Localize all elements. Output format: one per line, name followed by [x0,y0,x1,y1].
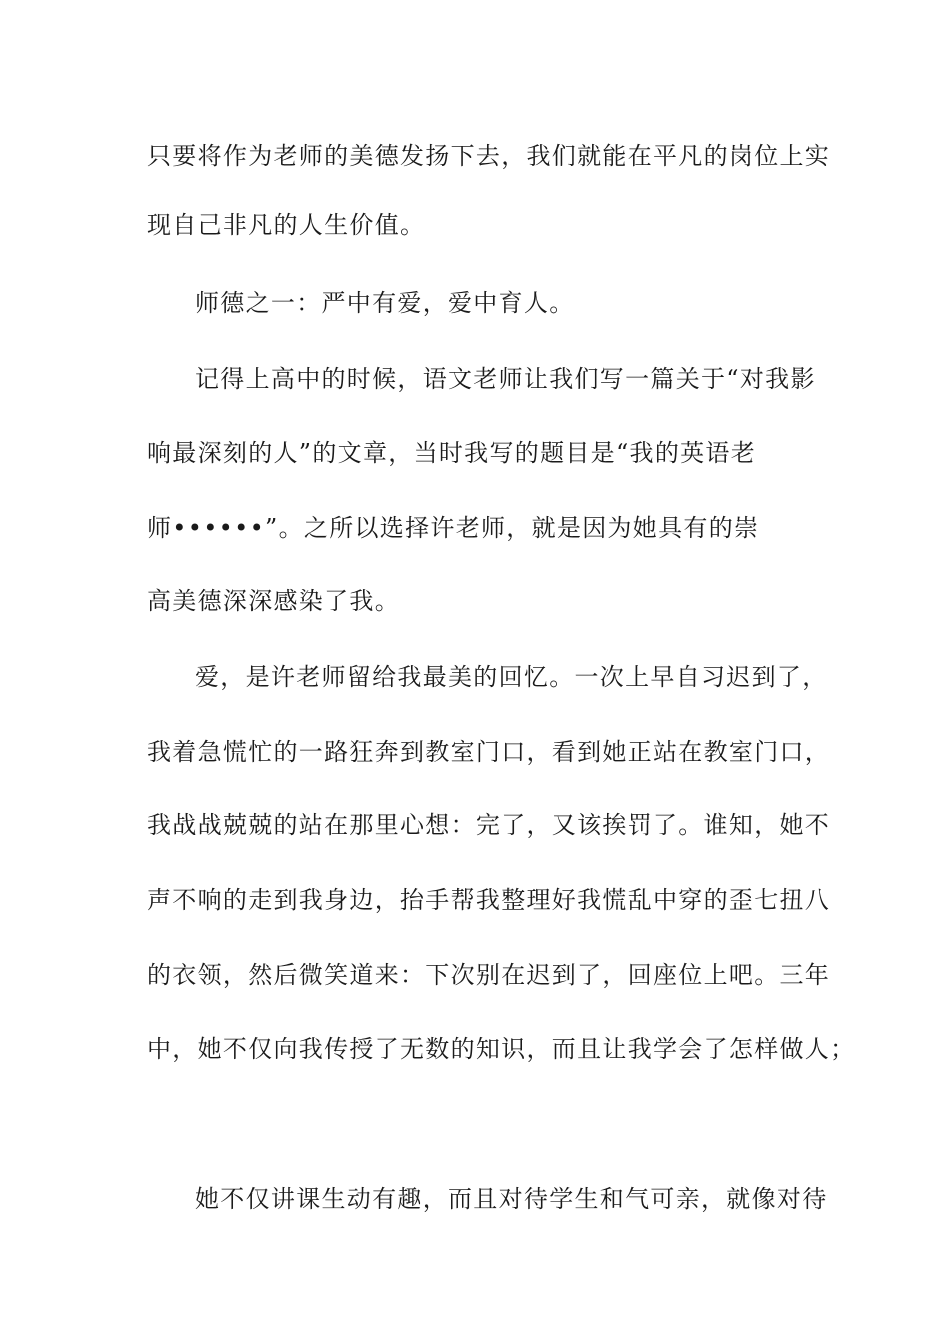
text-line: 中，她不仅向我传授了无数的知识，而且让我学会了怎样做人； [147,1035,856,1063]
text-line: 高美德深深感染了我。 [147,587,400,615]
section-heading: 师德之一：严中有爱，爱中育人。 [195,289,575,317]
text-line: 现自己非凡的人生价值。 [147,211,426,239]
text-line: 只要将作为老师的美德发扬下去，我们就能在平凡的岗位上实 [147,142,831,170]
paragraph-start-line: 爱，是许老师留给我最美的回忆。一次上早自习迟到了， [195,663,828,691]
text-line: 我着急慌忙的一路狂奔到教室门口，看到她正站在教室门口， [147,738,831,766]
text-line: 响最深刻的人”的文章，当时我写的题目是“我的英语老 [147,439,757,467]
text-line: 的衣领，然后微笑道来：下次别在迟到了，回座位上吧。三年 [147,961,831,989]
text-line: 师••••••”。之所以选择许老师，就是因为她具有的崇 [147,514,760,542]
text-line: 我战战兢兢的站在那里心想：完了，又该挨罚了。谁知，她不 [147,811,831,839]
paragraph-start-line: 记得上高中的时候，语文老师让我们写一篇关于“对我影 [195,365,816,393]
paragraph-start-line: 她不仅讲课生动有趣，而且对待学生和气可亲，就像对待 [195,1185,828,1213]
text-line: 声不响的走到我身边，抬手帮我整理好我慌乱中穿的歪七扭八 [147,886,831,914]
